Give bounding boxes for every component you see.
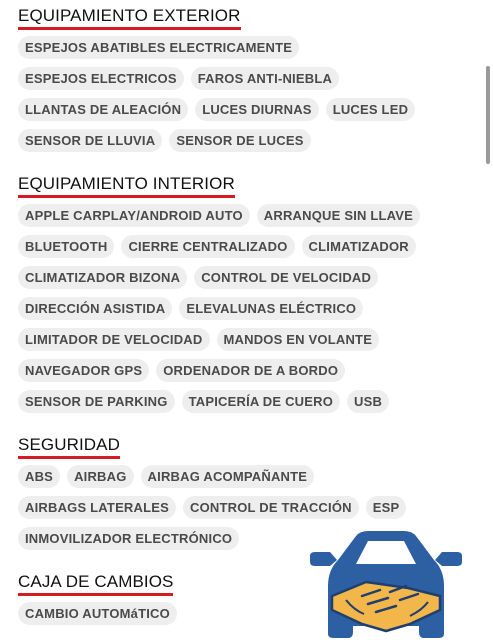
feature-chip: CONTROL DE TRACCIÓN (183, 496, 359, 519)
section-equipamiento-interior (18, 174, 469, 413)
feature-chip: LUCES DIURNAS (195, 98, 319, 121)
feature-chip: ELEVALUNAS ELÉCTRICO (179, 297, 363, 320)
section-title: SEGURIDAD (18, 435, 120, 459)
feature-chip: LLANTAS DE ALEACIÓN (18, 98, 188, 121)
section-title: CAJA DE CAMBIOS (18, 572, 173, 596)
section-title: EQUIPAMIENTO EXTERIOR (18, 6, 241, 30)
feature-chip: ARRANQUE SIN LLAVE (257, 204, 420, 227)
feature-chip: CONTROL DE VELOCIDAD (194, 266, 378, 289)
section-equipamiento-exterior (18, 6, 469, 152)
feature-chip: LIMITADOR DE VELOCIDAD (18, 328, 210, 351)
feature-chip: AIRBAG (67, 465, 133, 488)
feature-chip: ESP (366, 496, 407, 519)
feature-chip: DIRECCIÓN ASISTIDA (18, 297, 172, 320)
feature-chip: FAROS ANTI-NIEBLA (191, 67, 339, 90)
feature-chip: CLIMATIZADOR (302, 235, 416, 258)
feature-chip: BLUETOOTH (18, 235, 114, 258)
section-title: EQUIPAMIENTO INTERIOR (18, 174, 235, 198)
feature-chip: MANDOS EN VOLANTE (217, 328, 380, 351)
feature-chip: NAVEGADOR GPS (18, 359, 149, 382)
feature-chip: ESPEJOS ABATIBLES ELECTRICAMENTE (18, 36, 299, 59)
feature-chip: USB (347, 390, 389, 413)
feature-chip: ABS (18, 465, 60, 488)
feature-chip: CAMBIO AUTOMáTICO (18, 602, 177, 625)
feature-chip: AIRBAGS LATERALES (18, 496, 176, 519)
scrollbar-thumb[interactable] (486, 66, 490, 164)
feature-chip: TAPICERÍA DE CUERO (182, 390, 340, 413)
feature-chip: SENSOR DE LUCES (169, 129, 310, 152)
feature-chip: INMOVILIZADOR ELECTRÓNICO (18, 527, 239, 550)
feature-chip: AIRBAG ACOMPAÑANTE (141, 465, 315, 488)
car-handshake-logo-icon (306, 530, 466, 640)
feature-chip: SENSOR DE PARKING (18, 390, 175, 413)
feature-chip: SENSOR DE LLUVIA (18, 129, 162, 152)
chip-list (18, 204, 469, 413)
chip-list (18, 36, 469, 152)
feature-chip: LUCES LED (326, 98, 415, 121)
feature-chip: CIERRE CENTRALIZADO (121, 235, 294, 258)
feature-chip: APPLE CARPLAY/ANDROID AUTO (18, 204, 250, 227)
feature-chip: ESPEJOS ELECTRICOS (18, 67, 184, 90)
feature-chip: CLIMATIZADOR BIZONA (18, 266, 187, 289)
feature-chip: ORDENADOR DE A BORDO (156, 359, 345, 382)
